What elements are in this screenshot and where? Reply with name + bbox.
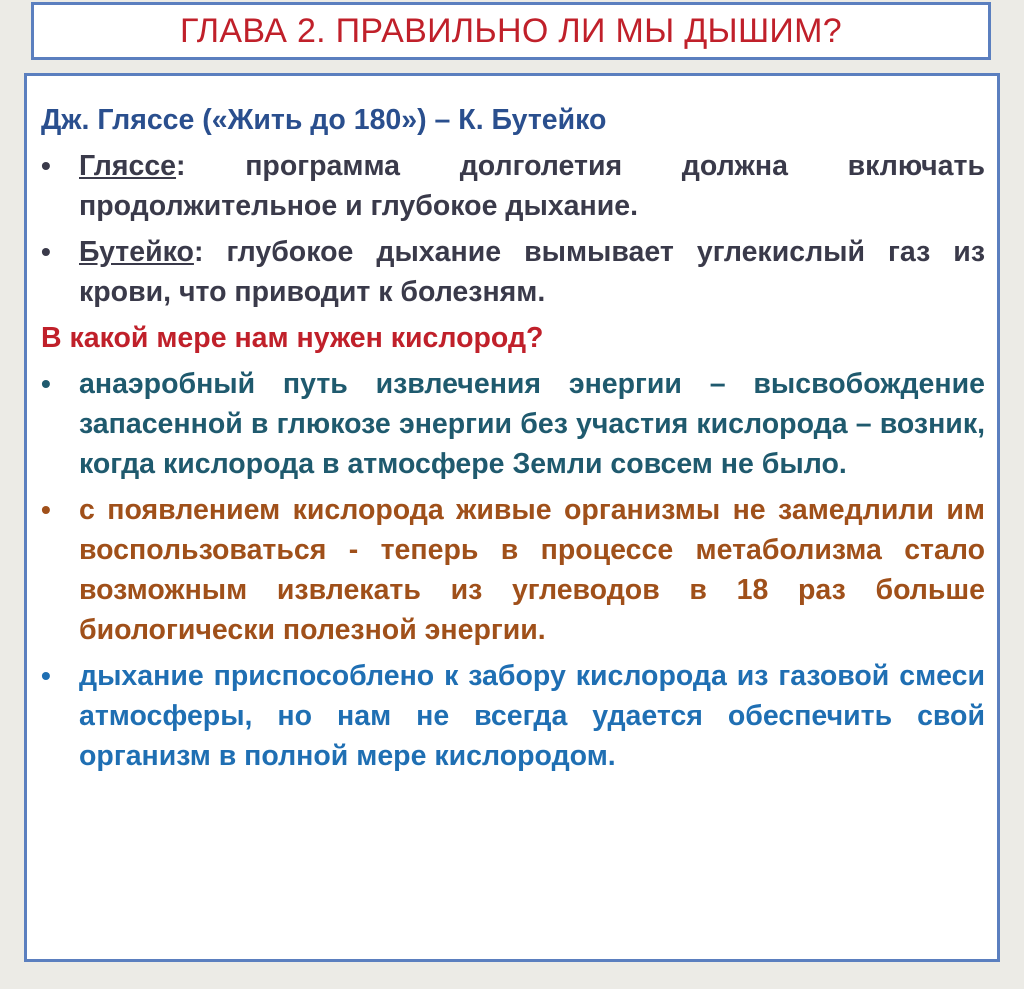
title-banner [31, 2, 991, 60]
answer-item-anaerobic [41, 364, 985, 484]
answer-text: с появлением кислорода живые организмы не замедлили им воспользоваться - теперь в процессе метаболизма стало возможным извлекать из углеводов в 18 раз больше биологически полезной энергии. [79, 494, 985, 646]
intro-heading: Дж. Гляссе («Жить до 180») – К. Бутейко [41, 104, 607, 136]
answer-item-breathing [41, 656, 985, 776]
view-item-buteyko [41, 232, 985, 312]
answer-text: дыхание приспособлено к забору кислорода из газовой смеси атмосферы, но нам не всегда удается обеспечить свой организм в полной мере кислородом. [79, 660, 985, 772]
view-label: Бутейко [79, 236, 194, 268]
content-panel [24, 73, 1000, 962]
question-heading: В какой мере нам нужен кислород? [41, 322, 544, 354]
view-label: Гляссе [79, 150, 177, 182]
bullet-marker: • [41, 660, 51, 691]
bullet-marker: • [41, 494, 51, 525]
bullet-marker: • [41, 368, 51, 399]
answer-item-oxygen-metabolism [41, 490, 985, 650]
bullet-marker: • [41, 150, 51, 181]
answer-text: анаэробный путь извлечения энергии – высвобождение запасенной в глюкозе энергии без участия кислорода – возник, когда кислорода в атмосфере Земли совсем не было. [79, 368, 985, 480]
page-title: ГЛАВА 2. ПРАВИЛЬНО ЛИ МЫ ДЫШИМ? [180, 11, 842, 50]
view-text: : глубокое дыхание вымывает углекислый газ из крови, что приводит к болезням. [79, 236, 985, 308]
view-text: : программа долголетия должна включать продолжительное и глубокое дыхание. [79, 150, 985, 222]
view-item-glasse [41, 146, 985, 226]
bullet-marker: • [41, 236, 51, 267]
